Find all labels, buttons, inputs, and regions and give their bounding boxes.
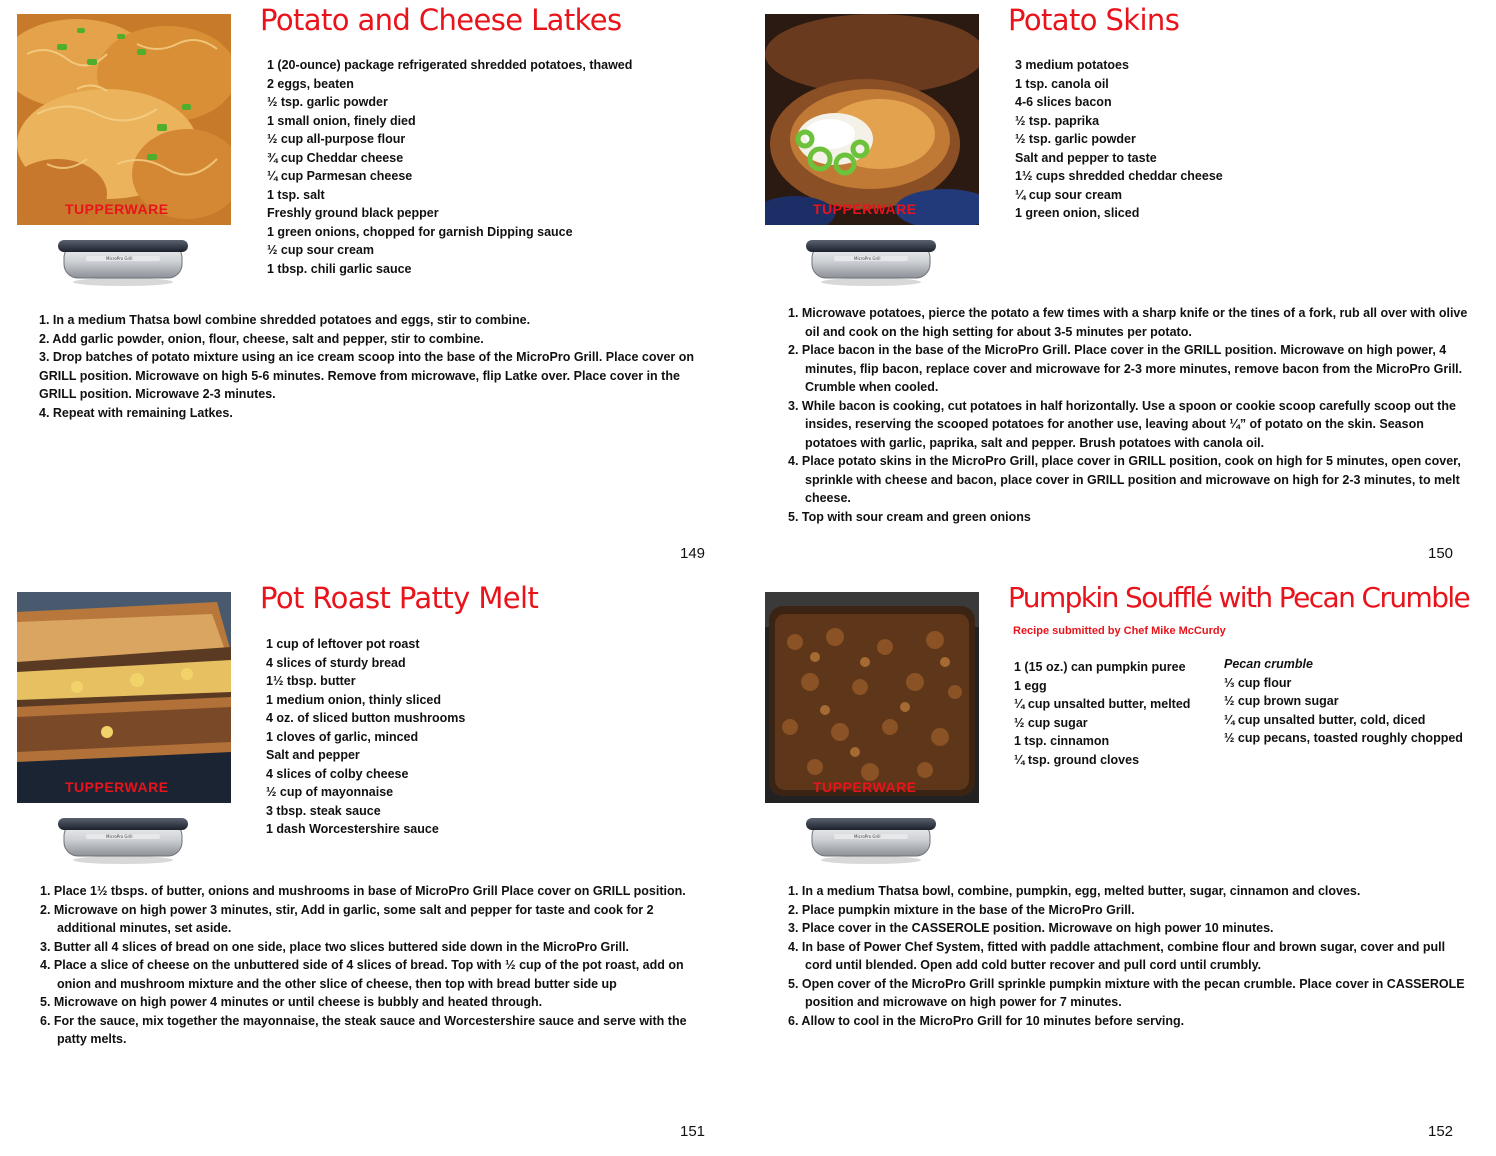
ingredient: 1 dash Worcestershire sauce (266, 822, 439, 836)
latkes-photo (17, 14, 231, 225)
ingredient: ½ cup sugar (1014, 715, 1088, 730)
instruction-step: 4. In base of Power Chef System, fitted with paddle attachment, combine flour and brown sugar, cover and pull cord until blended. Open add cold butter recover and pull cord until crumbly. (788, 939, 1446, 972)
watermark: TUPPERWARE (65, 779, 169, 795)
ingredient-list (267, 56, 632, 278)
ingredient: ¾ cup Cheddar cheese (267, 150, 404, 165)
patty-melt-photo (17, 592, 231, 803)
ingredient: 4-6 slices bacon (1015, 95, 1112, 109)
ingredient: ¼ cup sour cream (1015, 187, 1122, 202)
ingredient: 3 tbsp. steak sauce (266, 803, 381, 818)
ingredient: ¼ cup Parmesan cheese (267, 169, 413, 183)
ingredient: 1 (20-ounce) package refrigerated shredded potatoes, thawed (267, 58, 633, 72)
page-number: 152 (1428, 1123, 1454, 1140)
ingredient: 1 (15 oz.) can pumpkin puree (1014, 660, 1186, 674)
micropro-grill-image (56, 814, 190, 864)
instruction-list (39, 311, 709, 422)
micropro-grill-image (804, 814, 938, 864)
ingredient: ¼ cup unsalted butter, melted (1014, 697, 1191, 711)
ingredient-list (1015, 56, 1223, 223)
page-number: 151 (680, 1123, 706, 1140)
instruction-list (788, 304, 1468, 526)
recipe-title: Pumpkin Soufflé with Pecan Crumble (1008, 581, 1470, 614)
ingredient: 1 tsp. canola oil (1015, 76, 1109, 91)
ingredient: 2 eggs, beaten (267, 76, 354, 91)
ingredient: 4 slices of colby cheese (266, 766, 409, 781)
ingredient-list (1014, 658, 1190, 769)
instruction-step: 6. Allow to cool in the MicroPro Grill for 10 minutes before serving. (788, 1013, 1185, 1028)
ingredient: ½ cup brown sugar (1224, 694, 1339, 708)
potato-skins-photo (765, 14, 979, 225)
ingredient: 1 cloves of garlic, minced (266, 729, 419, 744)
page-patty-melt (0, 578, 748, 1156)
instruction-step: 4. Place a slice of cheese on the unbuttered side of 4 slices of bread. Top with ½ cup of the pot roast, add on onion and mushroom mixture and the other slice of cheese, then top with bread butter side up (40, 958, 684, 991)
instruction-step: 3. While bacon is cooking, cut potatoes in half horizontally. Use a spoon or cookie scoop carefully scoop out the insides, reserving the scooped potatoes for another use, leaving about ¼” of potato on the skin. Season potatoes with garlic, paprika, salt and pepper. Brush potatoes with canola oil. (788, 398, 1456, 450)
ingredient: 1 medium onion, thinly sliced (266, 692, 442, 707)
instruction-list (788, 882, 1468, 1030)
ingredient: 1 tbsp. chili garlic sauce (267, 261, 412, 276)
instruction-step: 1. In a medium Thatsa bowl, combine, pumpkin, egg, melted butter, sugar, cinnamon and cloves. (788, 884, 1361, 898)
recipe-title: Potato and Cheese Latkes (260, 3, 622, 37)
recipe-title: Potato Skins (1008, 3, 1180, 37)
ingredient: ½ tsp. garlic powder (267, 95, 388, 109)
ingredient: 1 cup of leftover pot roast (266, 637, 420, 651)
page-latkes (0, 0, 748, 578)
watermark: TUPPERWARE (65, 201, 169, 217)
instruction-step: 2. Place pumpkin mixture in the base of the MicroPro Grill. (788, 902, 1135, 917)
ingredient: 1 tsp. salt (267, 187, 325, 202)
ingredient: 1 egg (1014, 678, 1047, 693)
ingredient: ½ cup of mayonnaise (266, 785, 394, 799)
instruction-step: 2. Microwave on high power 3 minutes, stir, Add in garlic, some salt and pepper for taste and cook for 2 additional minutes, set aside. (40, 902, 654, 935)
ingredient: 1 small onion, finely died (267, 113, 416, 128)
ingredient: 1½ tbsp. butter (266, 674, 356, 688)
instruction-step: 5. Open cover of the MicroPro Grill sprinkle pumpkin mixture with the pecan crumble. Place cover in CASSEROLE position and microwave on high power for 7 minutes. (788, 976, 1465, 1009)
ingredient: ½ cup pecans, toasted roughly chopped (1224, 731, 1463, 745)
instruction-step: 4. Place potato skins in the MicroPro Grill, place cover in GRILL position, cook on high for 5 minutes, open cover, sprinkle with cheese and bacon, place cover in GRILL position and microwave on high for 2-3 minutes, to melt cheese. (788, 454, 1461, 505)
instruction-step: 1. Place 1½ tbsps. of butter, onions and mushrooms in base of MicroPro Grill Place cover on GRILL position. (40, 884, 686, 898)
crumble-ingredient-list (1224, 655, 1463, 748)
instruction-step: 1. Microwave potatoes, pierce the potato a few times with a sharp knife or the tines of a fork, rub all over with olive oil and cook on the high setting for about 3-5 minutes per potato. (788, 306, 1468, 339)
instruction-step: 5. Microwave on high power 4 minutes or until cheese is bubbly and heated through. (40, 995, 543, 1009)
ingredient: ¼ cup unsalted butter, cold, diced (1224, 712, 1426, 727)
ingredient: ½ cup sour cream (267, 243, 374, 257)
instruction-step: GRILL position. Microwave 2-3 minutes. (39, 387, 276, 401)
instruction-step: 2. Place bacon in the base of the MicroPro Grill. Place cover in the GRILL position. Microwave on high power, 4 minutes, flip bacon, replace cover and microwave for 2-3 more minutes, remove bacon from the MicroPro Grill. Crumble when cooled. (788, 343, 1463, 394)
ingredient: ½ cup all-purpose flour (267, 132, 406, 146)
ingredient: 1 green onion, sliced (1015, 206, 1140, 220)
watermark: TUPPERWARE (813, 779, 917, 795)
instruction-list (40, 882, 705, 1049)
ingredient: ⅓ cup flour (1224, 675, 1292, 690)
page-number: 150 (1428, 545, 1454, 562)
page-potato-skins (748, 0, 1496, 578)
ingredient: Freshly ground black pepper (267, 206, 439, 220)
ingredient: ½ tsp. garlic powder (1015, 132, 1136, 146)
ingredient-list (266, 635, 465, 839)
instruction-step: 5. Top with sour cream and green onions (788, 509, 1031, 524)
instruction-step: 3. Drop batches of potato mixture using an ice cream scoop into the base of the MicroPro Grill. Place cover on GRILL position. Microwave on high 5-6 minutes. Remove from microwave, flip Latke over. Place cover in the (39, 350, 695, 383)
ingredient: 1½ cups shredded cheddar cheese (1015, 169, 1223, 183)
pumpkin-souffle-photo (765, 592, 979, 803)
ingredient: 1 tsp. cinnamon (1014, 734, 1110, 748)
recipe-title: Pot Roast Patty Melt (260, 581, 539, 615)
page-number: 149 (680, 545, 706, 562)
instruction-step: 4. Repeat with remaining Latkes. (39, 405, 233, 420)
ingredient: 4 oz. of sliced button mushrooms (266, 711, 466, 725)
crumble-heading: Pecan crumble (1224, 657, 1313, 671)
instruction-step: 2. Add garlic powder, onion, flour, cheese, salt and pepper, stir to combine. (39, 331, 484, 346)
page-pumpkin-souffle (748, 578, 1496, 1156)
ingredient: Salt and pepper (266, 748, 360, 762)
instruction-step: 6. For the sauce, mix together the mayonnaise, the steak sauce and Worcestershire sauce and serve with the patty melts. (40, 1013, 687, 1046)
ingredient: 4 slices of sturdy bread (266, 655, 406, 670)
ingredient: Salt and pepper to taste (1015, 150, 1157, 165)
ingredient: 3 medium potatoes (1015, 58, 1129, 72)
watermark: TUPPERWARE (813, 201, 917, 217)
recipe-credit: Recipe submitted by Chef Mike McCurdy (1013, 625, 1226, 637)
instruction-step: 3. Butter all 4 slices of bread on one side, place two slices buttered side down in the MicroPro Grill. (40, 939, 630, 954)
ingredient: 1 green onions, chopped for garnish Dipping sauce (267, 224, 573, 239)
micropro-grill-image (56, 236, 190, 286)
ingredient: ¼ tsp. ground cloves (1014, 752, 1140, 767)
micropro-grill-image (804, 236, 938, 286)
instruction-step: 3. Place cover in the CASSEROLE position. Microwave on high power 10 minutes. (788, 921, 1274, 935)
instruction-step: 1. In a medium Thatsa bowl combine shredded potatoes and eggs, stir to combine. (39, 313, 531, 327)
ingredient: ½ tsp. paprika (1015, 113, 1100, 128)
